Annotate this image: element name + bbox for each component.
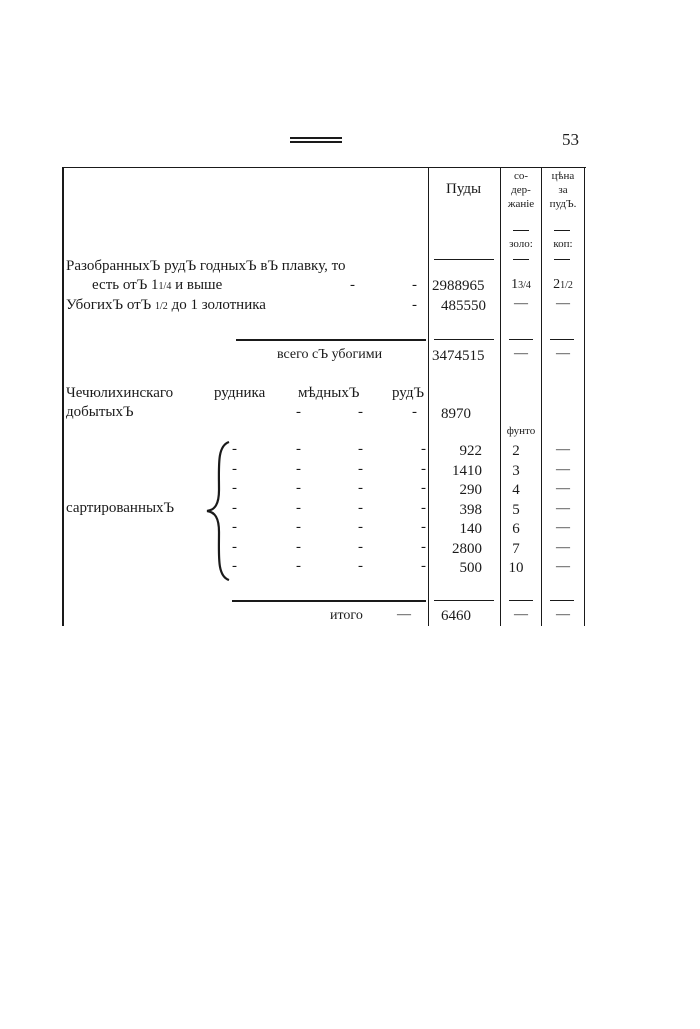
row-razobr-kop bbox=[542, 277, 584, 293]
sorted-row-dash: - bbox=[296, 480, 301, 496]
column-divider-price bbox=[541, 167, 542, 626]
sorted-row-kop: — bbox=[556, 481, 570, 496]
sorted-row-dash: - bbox=[232, 519, 237, 535]
sorted-row-dash: - bbox=[358, 538, 363, 555]
row-chech-puds: 8970 bbox=[441, 406, 471, 422]
sorted-row-dash: - bbox=[232, 441, 237, 457]
table-right-border bbox=[584, 167, 585, 626]
unit-funt: фунто bbox=[506, 425, 536, 437]
sorted-row-dash: - bbox=[421, 480, 426, 496]
row-chech-word-2: рудника bbox=[214, 385, 266, 401]
row-chech-word-3: мѣдныхЪ bbox=[298, 385, 360, 401]
unit-rule-kop bbox=[554, 259, 570, 260]
sorted-label: сартированныхЪ bbox=[66, 500, 175, 516]
row-razobr-text-b: и выше bbox=[171, 277, 223, 293]
row-ubog-kop: — bbox=[556, 296, 570, 311]
unit-zolo: золо: bbox=[509, 238, 533, 250]
sorted-row-dash: - bbox=[358, 441, 363, 457]
row-ubog-dash: - bbox=[412, 297, 417, 313]
itogo-rule-puds bbox=[434, 600, 494, 601]
sorted-row-kop: — bbox=[556, 500, 570, 516]
row-chech-dash-c: - bbox=[412, 404, 417, 420]
sorted-row-dash: - bbox=[296, 460, 301, 477]
sorted-row-puds: 2800 bbox=[452, 540, 482, 557]
header-content-line1: со- bbox=[513, 170, 529, 182]
header-puds: Пуды bbox=[446, 181, 482, 197]
sorted-row-dash: - bbox=[232, 499, 237, 516]
sorted-row-funt: 2 bbox=[512, 443, 520, 459]
row-razobr-puds: 2988965 bbox=[432, 278, 485, 294]
sorted-row-dash: - bbox=[358, 460, 363, 477]
unit-kop: коп: bbox=[553, 238, 573, 250]
sorted-row-funt: 5 bbox=[512, 501, 520, 518]
table-left-border bbox=[62, 168, 64, 626]
sorted-row-dash: - bbox=[358, 519, 363, 535]
row-razobr-fraction: 1/4 bbox=[158, 281, 172, 292]
sorted-row-funt: 3 bbox=[512, 462, 520, 479]
row-total-label: всего сЪ убогими bbox=[277, 347, 383, 362]
sorted-row-dash: - bbox=[296, 441, 301, 457]
row-ubog-zolo: — bbox=[514, 296, 528, 311]
row-itogo-dash: — bbox=[397, 607, 411, 622]
header-price-dash bbox=[554, 230, 570, 231]
sorted-row-kop: — bbox=[556, 520, 570, 535]
sorted-row-dash: - bbox=[421, 460, 426, 477]
row-chech-line2: добытыхЪ bbox=[66, 404, 134, 420]
row-razobr-kop-whole: 2 bbox=[553, 277, 561, 292]
sorted-row-kop: — bbox=[556, 559, 570, 574]
sorted-row-puds: 500 bbox=[459, 560, 482, 576]
unit-rule-zolo bbox=[513, 259, 529, 260]
header-ornament bbox=[290, 137, 342, 139]
row-razobr-zolo bbox=[501, 277, 541, 293]
sorted-row-puds: 398 bbox=[459, 501, 482, 518]
header-content-line3: жаніе bbox=[507, 198, 535, 210]
total-rule-text bbox=[236, 339, 426, 341]
row-total-kop: — bbox=[556, 346, 570, 361]
row-razobr-zolo-frac: 3/4 bbox=[518, 280, 531, 291]
sorted-row-dash: - bbox=[421, 519, 426, 535]
sorted-row-funt: 10 bbox=[508, 560, 524, 576]
itogo-rule-zolo bbox=[509, 600, 533, 601]
sorted-row-kop: — bbox=[556, 539, 570, 555]
header-price-line3: пудЪ. bbox=[549, 198, 577, 210]
row-razobr-dash2: - bbox=[412, 277, 417, 293]
header-content-line2: дер- bbox=[511, 184, 531, 196]
row-itogo-label: итого bbox=[330, 608, 363, 623]
sorted-row-kop: — bbox=[556, 461, 570, 477]
sorted-row-puds: 922 bbox=[459, 443, 482, 459]
sorted-row-dash: - bbox=[296, 499, 301, 516]
sorted-row-dash: - bbox=[421, 538, 426, 555]
row-itogo-funt: — bbox=[514, 607, 528, 622]
total-rule-kop bbox=[550, 339, 574, 340]
row-razobr-kop-frac: 1/2 bbox=[560, 280, 573, 291]
row-itogo-puds: 6460 bbox=[441, 608, 471, 624]
sorted-row-puds: 140 bbox=[459, 521, 482, 537]
sorted-row-puds: 290 bbox=[459, 482, 482, 498]
page-number: 53 bbox=[562, 130, 579, 149]
sorted-row-funt: 6 bbox=[512, 521, 520, 537]
sorted-row-dash: - bbox=[421, 441, 426, 457]
row-chech-dash-b: - bbox=[358, 404, 363, 420]
total-rule-zolo bbox=[509, 339, 533, 340]
sorted-row-dash: - bbox=[421, 558, 426, 574]
header-bottom-rule bbox=[434, 259, 494, 260]
sorted-row-dash: - bbox=[232, 480, 237, 496]
table-top-border bbox=[62, 167, 586, 168]
sorted-row-dash: - bbox=[358, 499, 363, 516]
sorted-row-kop: — bbox=[556, 442, 570, 457]
sorted-row-dash: - bbox=[296, 558, 301, 574]
sorted-row-dash: - bbox=[232, 460, 237, 477]
sorted-row-dash: - bbox=[232, 558, 237, 574]
row-razobr-zolo-whole: 1 bbox=[511, 277, 519, 292]
itogo-rule-kop bbox=[550, 600, 574, 601]
row-razobr-dash: - bbox=[350, 277, 355, 293]
row-total-puds: 3474515 bbox=[432, 348, 485, 364]
row-chech-word-4: рудЪ bbox=[392, 385, 425, 401]
row-itogo-kop: — bbox=[556, 607, 570, 622]
row-chech-word-1: Чечюлихинскаго bbox=[66, 385, 174, 401]
row-razobr-text-a: есть отЪ 1 bbox=[92, 277, 159, 293]
header-content-dash bbox=[513, 230, 529, 231]
sorted-row-funt: 7 bbox=[512, 540, 520, 557]
row-ubog-puds: 485550 bbox=[441, 298, 486, 314]
column-divider-puds bbox=[428, 167, 429, 626]
row-total-zolo: — bbox=[514, 346, 528, 361]
row-razobr-line1: РазобранныхЪ рудЪ годныхЪ вЪ плавку, то bbox=[66, 258, 346, 274]
sorted-row-dash: - bbox=[421, 499, 426, 516]
curly-brace-icon bbox=[203, 440, 233, 582]
row-ubog-fraction: 1/2 bbox=[155, 301, 168, 312]
sorted-row-dash: - bbox=[296, 519, 301, 535]
sorted-row-puds: 1410 bbox=[452, 462, 482, 479]
header-price-line1: цѣна bbox=[551, 170, 575, 182]
sorted-row-dash: - bbox=[232, 538, 237, 555]
sorted-row-funt: 4 bbox=[512, 482, 520, 498]
row-ubog-text-a: УбогихЪ отЪ bbox=[66, 297, 156, 313]
header-ornament-lower bbox=[290, 141, 342, 143]
sorted-row-dash: - bbox=[358, 558, 363, 574]
sorted-row-dash: - bbox=[296, 538, 301, 555]
total-rule-puds bbox=[434, 339, 494, 340]
sorted-row-dash: - bbox=[358, 480, 363, 496]
row-razobr-line2 bbox=[92, 277, 222, 294]
header-price-line2: за bbox=[558, 184, 568, 196]
itogo-rule-text bbox=[232, 600, 426, 602]
row-ubog-text-b: до 1 золотника bbox=[167, 297, 266, 313]
row-ubog-label bbox=[66, 297, 266, 314]
row-chech-dash-a: - bbox=[296, 404, 301, 420]
